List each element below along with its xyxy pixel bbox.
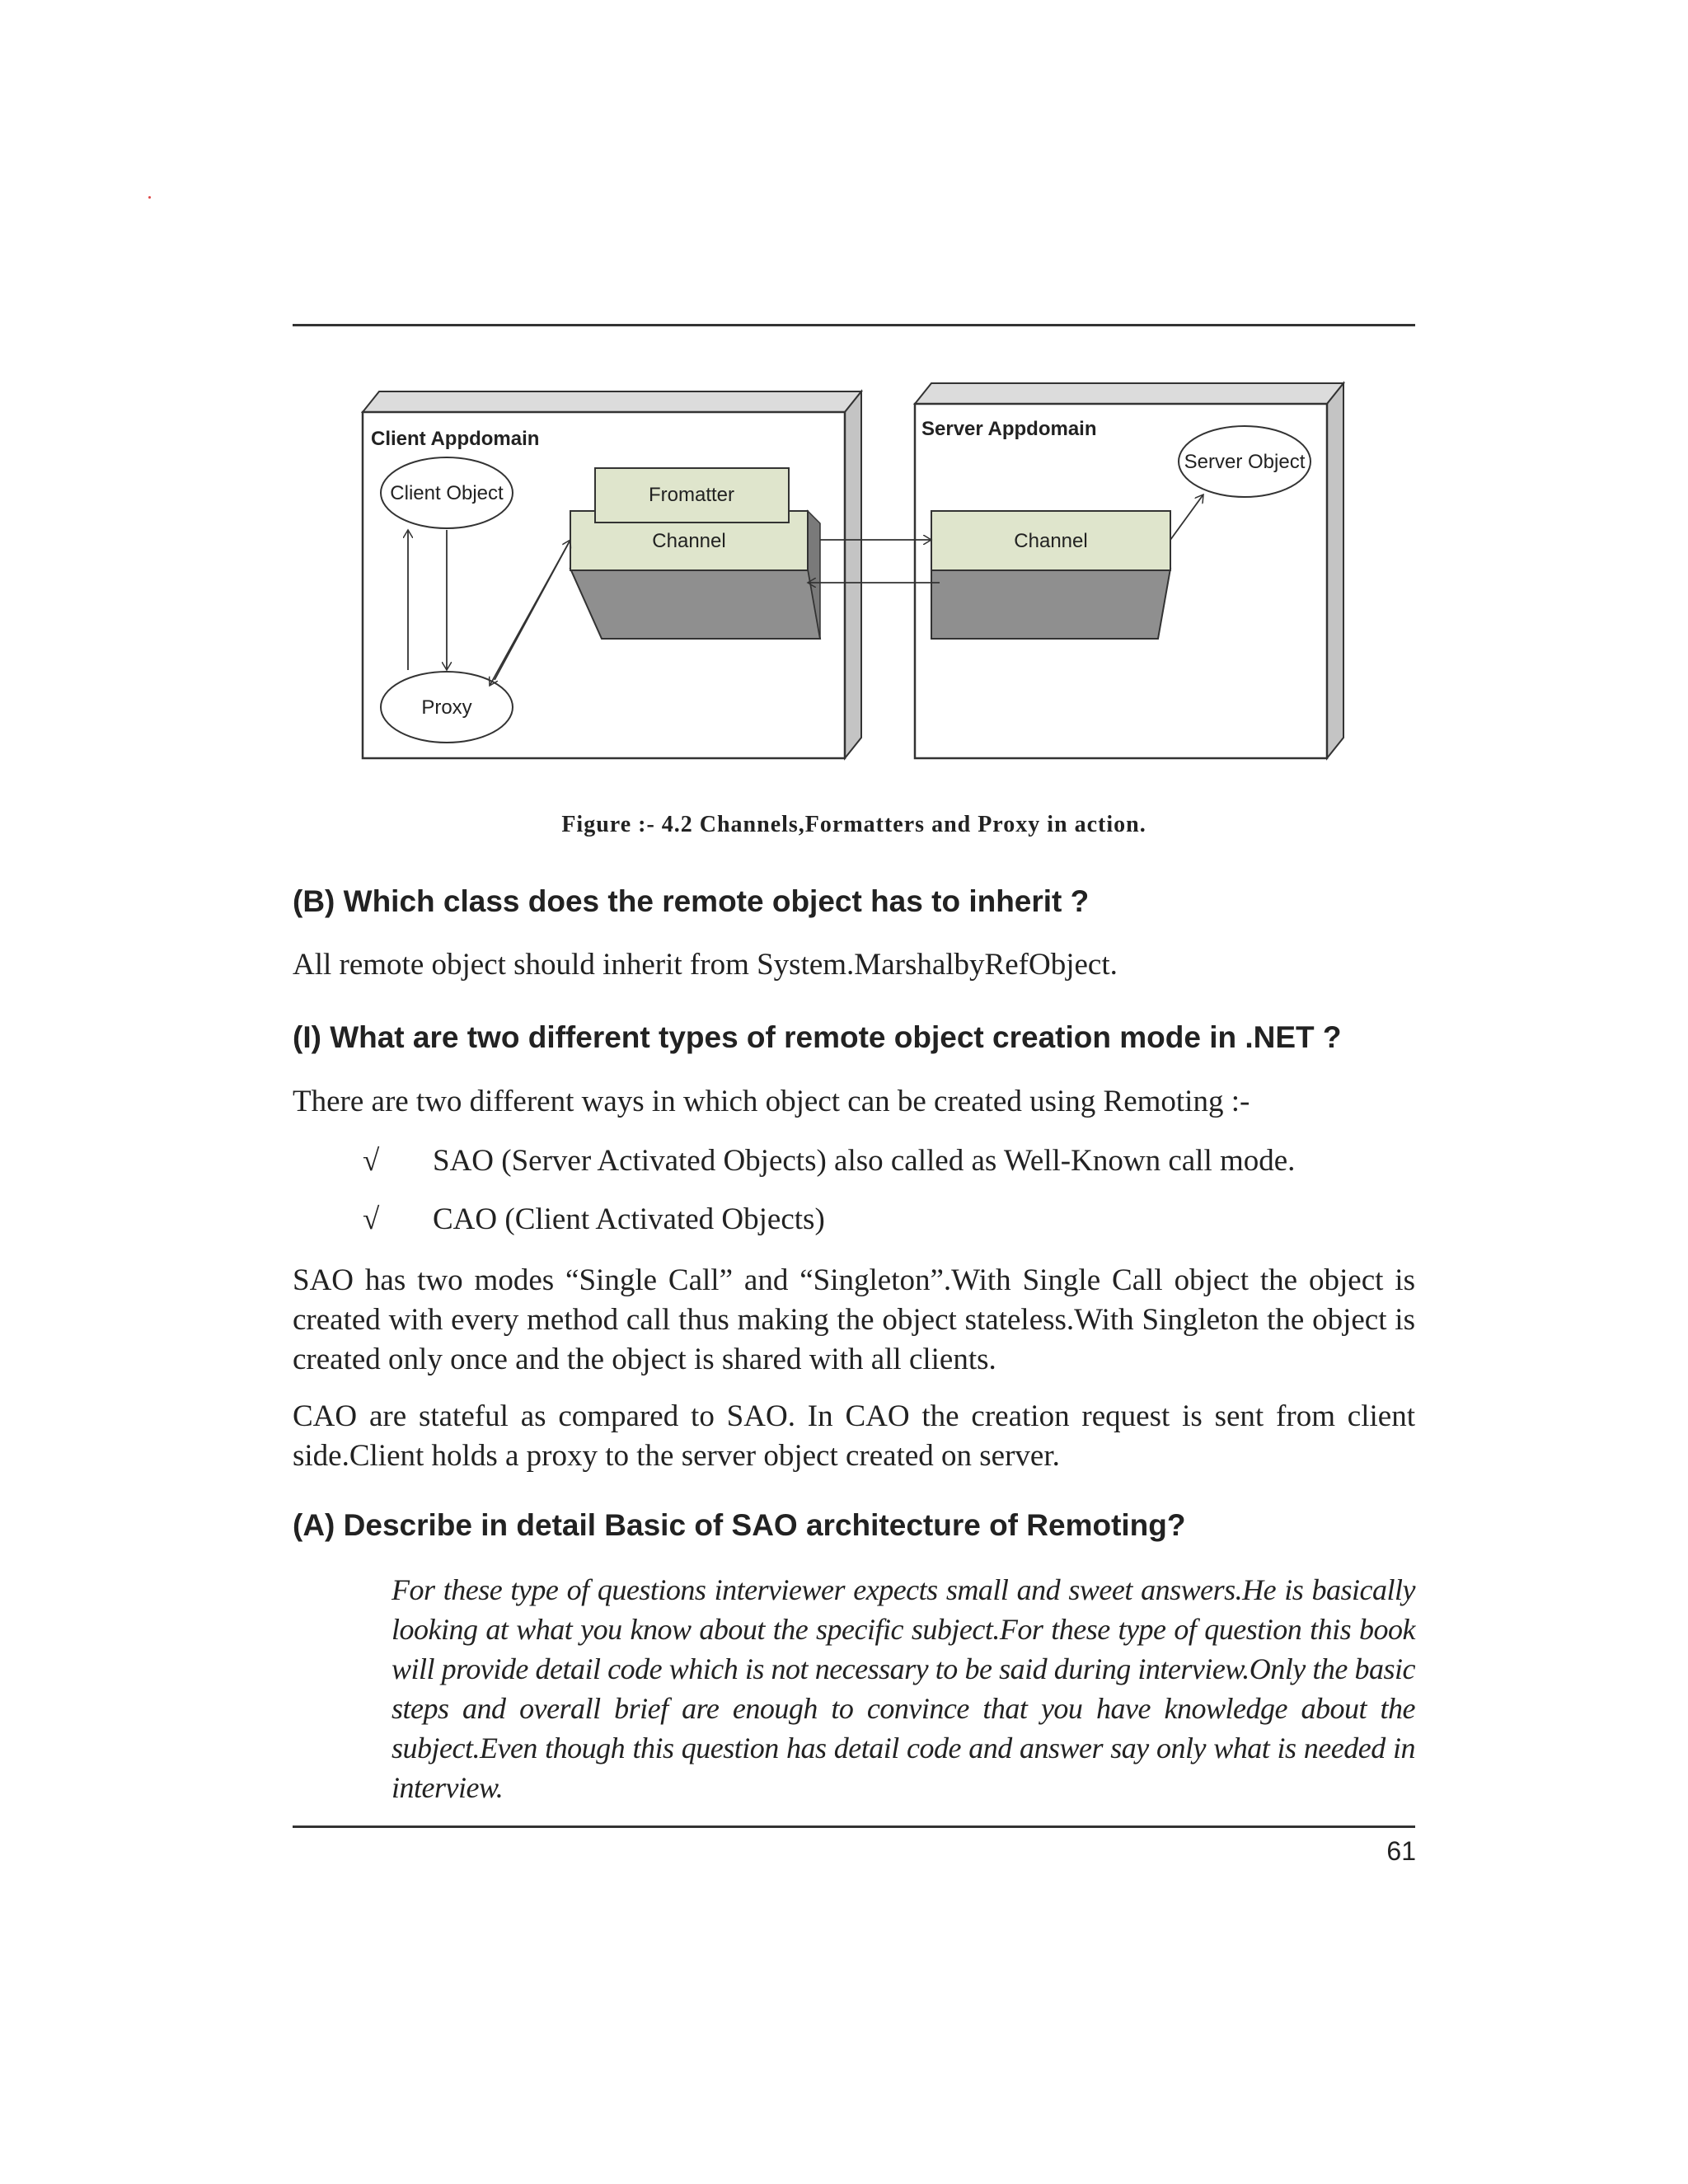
bullet-item-cao: CAO (Client Activated Objects) — [433, 1202, 825, 1236]
section-i-intro: There are two different ways in which object can be created using Remoting :- — [293, 1085, 1250, 1118]
footer-rule — [293, 1825, 1415, 1828]
stray-mark — [148, 196, 151, 199]
interview-note: For these type of questions interviewer expects small and sweet answers.He is basically looking at what you know about the specific subject.For these type of question this book will provide detail code which is not necessary to be said during interview.Only the basic steps and overall brief are enough to convince that you have knowledge about the subject.Even though this question has detail code and answer say only what is needed in interview. — [392, 1573, 1415, 1804]
client-channel-stack — [570, 468, 820, 639]
server-channel-stack — [931, 511, 1170, 639]
section-i-heading: (I) What are two different types of remote object creation mode in .NET ? — [293, 1020, 1342, 1054]
remoting-diagram — [346, 371, 1352, 766]
proxy-label: Proxy — [421, 696, 472, 719]
bullet-check-icon: √ — [363, 1144, 380, 1178]
paragraph-cao: CAO are stateful as compared to SAO. In CAO the creation request is sent from client side.Client holds a proxy to the server object created on server. — [293, 1399, 1415, 1473]
section-b-heading: (B) Which class does the remote object has to inherit ? — [293, 884, 1090, 918]
section-a-heading: (A) Describe in detail Basic of SAO architecture of Remoting? — [293, 1508, 1186, 1542]
client-object-label: Client Object — [390, 482, 504, 504]
server-channel-label: Channel — [1014, 530, 1088, 552]
formatter-label: Fromatter — [648, 484, 735, 506]
page-number: 61 — [1386, 1836, 1416, 1866]
proxy-node — [381, 672, 513, 743]
figure-caption: Figure :- 4.2 Channels,Formatters and Proxy in action. — [561, 812, 1146, 837]
section-b-answer: All remote object should inherit from System.MarshalbyRefObject. — [293, 948, 1118, 982]
client-channel-label: Channel — [652, 530, 726, 552]
server-appdomain-label: Server Appdomain — [921, 418, 1097, 440]
bullet-check-icon: √ — [363, 1202, 380, 1236]
client-appdomain-label: Client Appdomain — [371, 428, 540, 450]
client-object-node — [381, 457, 513, 528]
server-object-node — [1179, 426, 1311, 497]
paragraph-sao-modes: SAO has two modes “Single Call” and “Singleton”.With Single Call object the object is created with every method call thus making the object stateless.With Singleton the object is created only once and the object is shared with all clients. — [293, 1263, 1415, 1376]
header-rule — [293, 324, 1415, 326]
server-object-label: Server Object — [1184, 451, 1306, 473]
bullet-item-sao: SAO (Server Activated Objects) also called as Well-Known call mode. — [433, 1144, 1296, 1178]
